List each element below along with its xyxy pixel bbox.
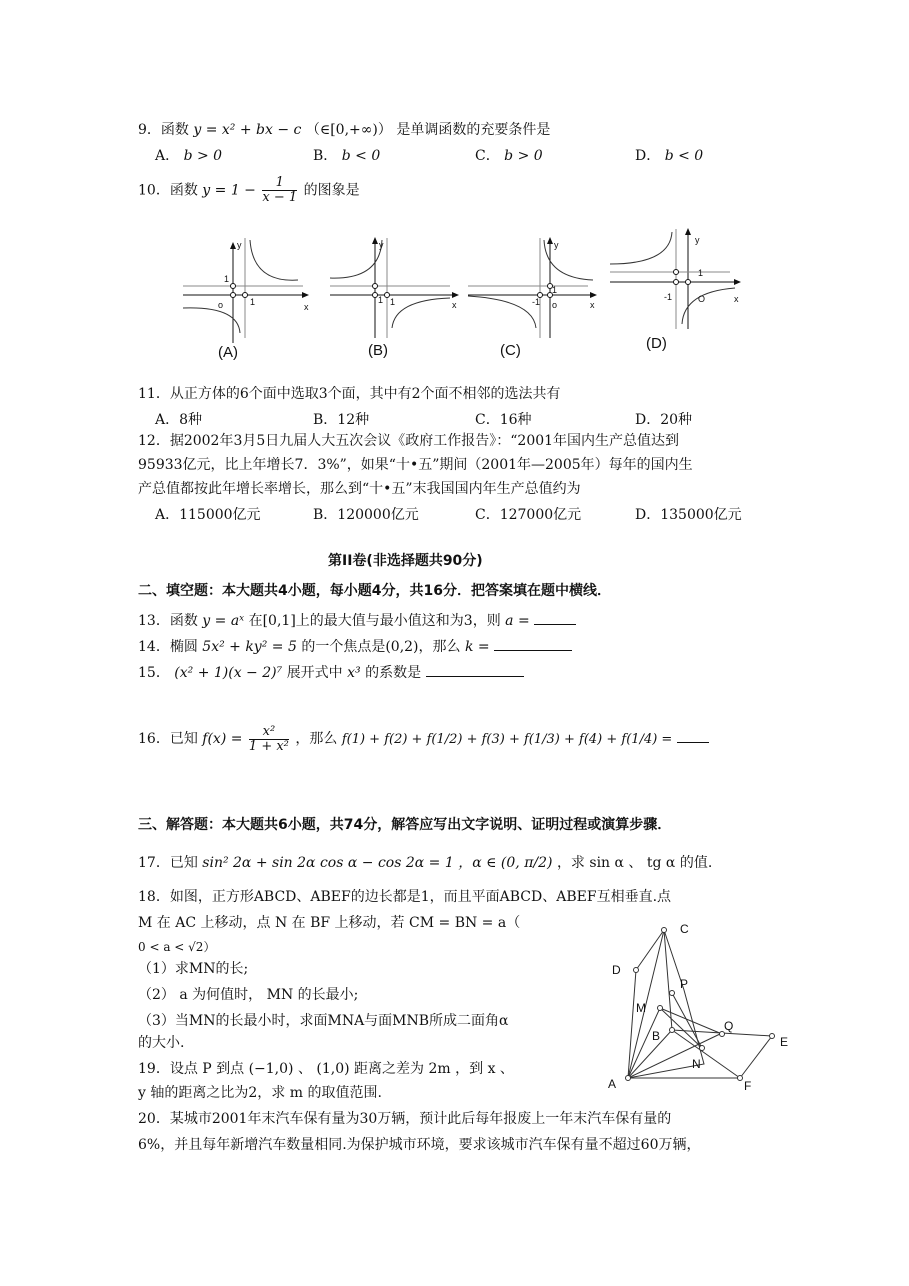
svg-text:y: y — [554, 240, 559, 250]
svg-text:y: y — [237, 240, 242, 250]
svg-text:1: 1 — [552, 285, 558, 295]
q13: 13．函数 y = aˣ 在[0,1]上的最大值与最小值这和为3，则 a = — [138, 612, 576, 630]
svg-text:M: M — [636, 1001, 646, 1015]
svg-text:-1: -1 — [664, 292, 673, 302]
q10-suffix: 的图象是 — [303, 182, 360, 199]
q20-line2: 6%，并且每年新增汽车数量相同.为保护城市环境，要求该城市汽车保有量不超过60万辆， — [138, 1137, 701, 1153]
svg-text:x: x — [452, 300, 457, 310]
graph-b — [330, 238, 458, 338]
q18-sub2: （2） a 为何值时， MN 的长最小; — [138, 987, 359, 1003]
svg-text:F: F — [744, 1079, 752, 1093]
q18-figure — [600, 918, 800, 1094]
q18-line3: 0 < a < √2） — [138, 940, 216, 954]
graph-label-b: (B) — [368, 342, 388, 359]
q12-option-d: D．135000亿元 — [635, 507, 742, 523]
q19-line2: y 轴的距离之比为2，求 m 的取值范围. — [138, 1085, 382, 1101]
q17: 17．已知 sin² 2α + sin 2α cos α − cos 2α = 1 ，α ∈ (0, π/2) ，求 sin α 、 tg α 的值. — [138, 855, 713, 871]
svg-text:1: 1 — [698, 268, 704, 278]
q10-formula: y = 1 − — [202, 182, 256, 199]
q14: 14．椭圆 5x² + ky² = 5 的一个焦点是(0,2)，那么 k = — [138, 638, 572, 656]
svg-text:1: 1 — [378, 295, 384, 305]
q18-sub1: （1）求MN的长; — [138, 961, 249, 977]
q10-stem — [138, 176, 360, 205]
q16-answer-blank — [677, 742, 709, 743]
part2-title: 第II卷(非选择题共90分) — [328, 553, 483, 569]
q11-option-d: D．20种 — [635, 412, 693, 428]
q9-stem — [138, 121, 550, 139]
svg-text:x: x — [304, 302, 309, 312]
q9-option-d: D． b < 0 — [635, 148, 704, 164]
svg-text:o: o — [218, 300, 224, 310]
svg-text:N: N — [692, 1057, 701, 1071]
q20-line1: 20．某城市2001年末汽车保有量为30万辆，预计此后每年报废上一年末汽车保有量的 — [138, 1111, 672, 1127]
section3-heading: 三、解答题：本大题共6小题，共74分，解答应写出文字说明、证明过程或演算步骤． — [138, 817, 672, 833]
svg-text:B: B — [652, 1029, 661, 1043]
svg-text:1: 1 — [390, 297, 396, 307]
q16: 16．已知 f(x) = $\frac{\text{x²}}{\text{1 + x²}}$ ，那么 f(1) + f(2) + f(1/2) + f(3) + f(1/3) + f(4) + f(1/4) = — [138, 722, 709, 757]
graph-label-d: (D) — [646, 335, 667, 352]
graph-label-c: (C) — [500, 342, 521, 359]
q9-option-c: C． b > 0 — [475, 148, 543, 164]
svg-text:A: A — [608, 1077, 617, 1091]
q9-suffix: 是单调函数的充要条件是 — [396, 122, 551, 138]
svg-text:x: x — [734, 294, 739, 304]
q12-option-a: A．115000亿元 — [155, 507, 261, 523]
q12-option-b: B．120000亿元 — [313, 507, 419, 523]
q11-option-c: C．16种 — [475, 412, 532, 428]
q12-line2: 95933亿元，比上年增长7．3%”，如果“十•五”期间（2001年—2005年）每年的国内生 — [138, 457, 693, 473]
svg-text:x: x — [590, 300, 595, 310]
svg-text:-1: -1 — [532, 297, 541, 307]
svg-text:1: 1 — [224, 274, 230, 284]
svg-text:Q: Q — [724, 1019, 734, 1033]
q18-sub3b: 的大小. — [138, 1035, 185, 1051]
q13-answer-blank — [534, 624, 576, 625]
q12-line1: 12．据2002年3月5日九届人大五次会议《政府工作报告》：“2001年国内生产总值达到 — [138, 433, 680, 449]
q18-line2: M 在 AC 上移动，点 N 在 BF 上移动，若 CM = BN = a（ — [138, 915, 521, 931]
svg-text:P: P — [680, 977, 689, 991]
svg-text:y: y — [379, 240, 384, 250]
graph-label-a: (A) — [218, 344, 238, 361]
section2-heading: 二、填空题：本大题共4小题，每小题4分，共16分．把答案填在题中横线． — [138, 583, 611, 599]
q9-option-a: A． b > 0 — [155, 148, 223, 164]
q11-option-b: B．12种 — [313, 412, 370, 428]
q14-answer-blank — [494, 650, 572, 651]
svg-text:E: E — [780, 1035, 789, 1049]
q9-option-b: B． b < 0 — [313, 148, 381, 164]
q10-prefix: 10．函数 — [138, 182, 198, 199]
q10-graphs — [178, 228, 753, 368]
q18-sub3: （3）当MN的长最小时，求面MNA与面MNB所成二面角α — [138, 1013, 509, 1029]
q12-option-c: C．127000亿元 — [475, 507, 582, 523]
q10-fraction: $\frac{1}{x - 1}$ — [262, 175, 298, 205]
graph-d — [610, 229, 740, 329]
graph-a — [183, 238, 308, 343]
q9-domain: （∈[0,+∞)） — [305, 122, 392, 138]
svg-text:1: 1 — [250, 297, 256, 307]
svg-text:O: O — [698, 294, 706, 304]
q11-option-a: A．8种 — [155, 412, 203, 428]
svg-text:y: y — [695, 235, 700, 245]
graph-c — [468, 238, 596, 338]
q19-line1: 19．设点 P 到点 (−1,0) 、 (1,0) 距离之差为 2m ，到 x 、 — [138, 1061, 514, 1077]
q12-line3: 产总值都按此年增长率增长，那么到“十•五”末我国国内年生产总值约为 — [138, 481, 581, 497]
svg-text:D: D — [612, 963, 621, 977]
q15-answer-blank — [426, 676, 524, 677]
q11-stem: 11．从正方体的6个面中选取3个面，其中有2个面不相邻的选法共有 — [138, 386, 561, 402]
q9-prefix: 9．函数 — [138, 122, 189, 138]
q9-formula: y = x² + bx − c — [193, 122, 302, 138]
q15: 15． (x² + 1)(x − 2)⁷ 展开式中 x³ 的系数是 — [138, 664, 524, 682]
svg-text:C: C — [680, 922, 689, 936]
q18-line1: 18．如图，正方形ABCD、ABEF的边长都是1，而且平面ABCD、ABEF互相垂直.点 — [138, 889, 672, 905]
svg-text:o: o — [552, 300, 558, 310]
